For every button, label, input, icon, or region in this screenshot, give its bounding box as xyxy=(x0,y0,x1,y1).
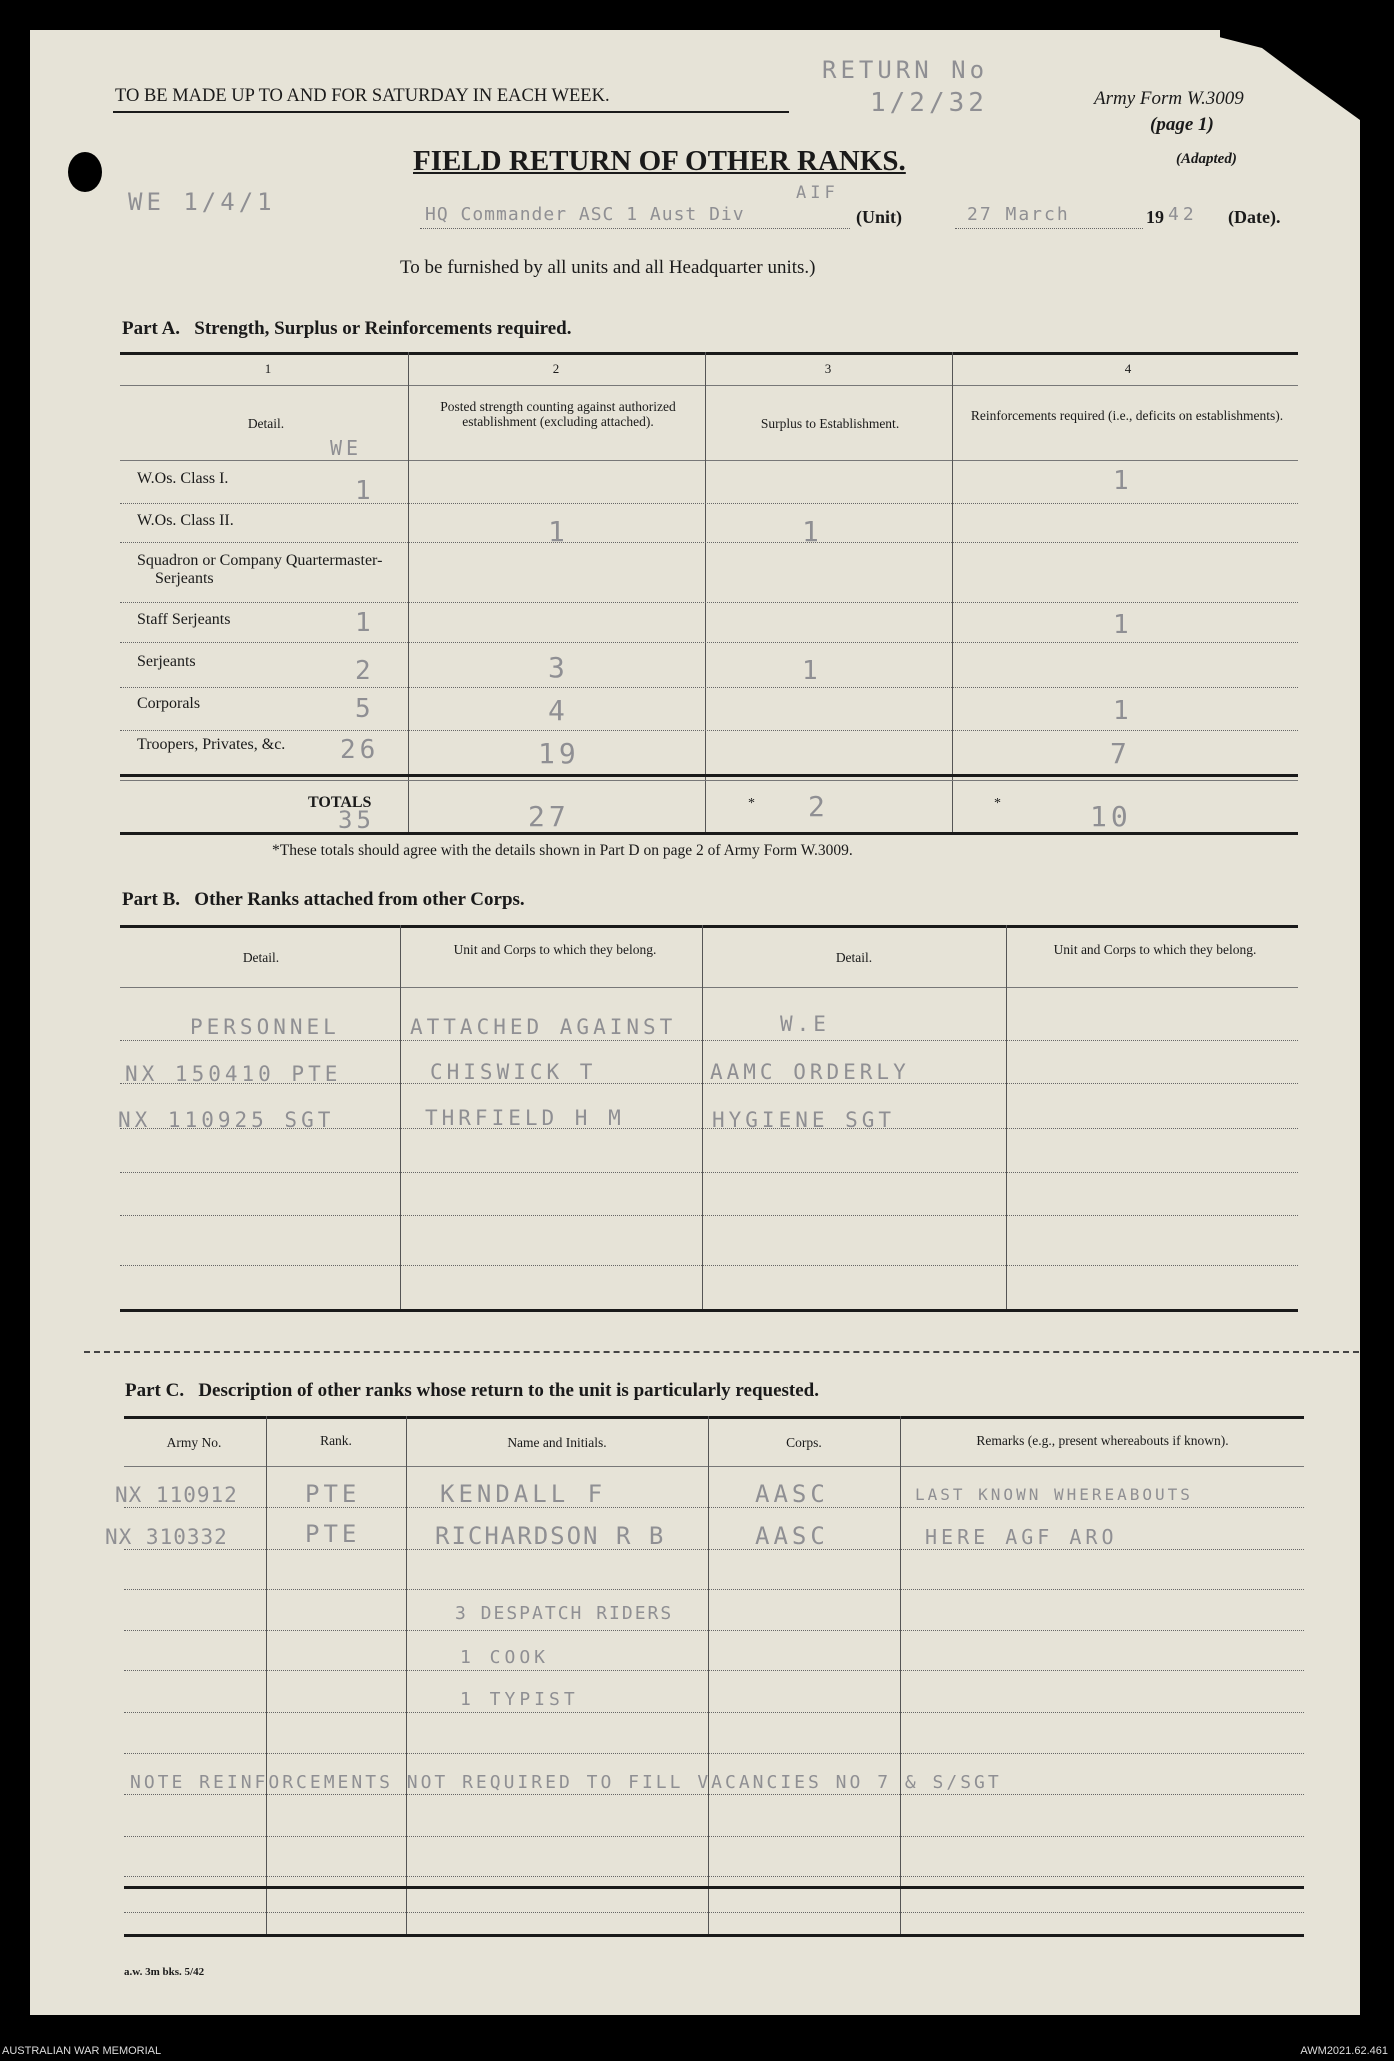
part-c-header-rule xyxy=(124,1466,1304,1467)
part-c-col-divider-3 xyxy=(708,1416,709,1934)
part-a-totals-rule-2 xyxy=(120,780,1298,781)
part-c-header-corps: Corps. xyxy=(786,1435,822,1450)
part-c-note: 1 COOK xyxy=(460,1647,550,1668)
part-a-top-rule xyxy=(120,352,1298,355)
reinf-value: 1 xyxy=(1113,610,1133,640)
posted-value: 4 xyxy=(548,694,569,727)
part-a-col-divider-3 xyxy=(952,352,953,832)
part-b-header-unit-1: Unit and Corps to which they belong. xyxy=(453,942,657,957)
totals-label: TOTALS xyxy=(308,794,372,811)
posted-value: 19 xyxy=(538,737,580,770)
part-a-row-rule xyxy=(120,687,1298,688)
part-c-header-army-no: Army No. xyxy=(166,1435,222,1450)
row-label: Squadron or Company Quartermaster-Serjeants xyxy=(137,552,383,587)
part-b-row-detail: NX 150410 PTE xyxy=(125,1062,342,1086)
we-value: 1 xyxy=(355,608,375,638)
part-b-row-unit: THRFIELD H M xyxy=(425,1106,625,1130)
form-name: Army Form W.3009 xyxy=(1094,88,1244,109)
part-b-header-rule xyxy=(120,987,1298,988)
part-c-note-line: NOTE REINFORCEMENTS NOT REQUIRED TO FILL VACANCIES NO 7 & S/SGT xyxy=(130,1772,1002,1793)
part-b-row-detail: PERSONNEL xyxy=(190,1015,340,1039)
part-a-col-divider-2 xyxy=(705,352,706,832)
part-b-title: Part B. Other Ranks attached from other Corps. xyxy=(122,889,525,910)
part-c-name: KENDALL F xyxy=(440,1480,607,1508)
part-c-corps: AASC xyxy=(755,1480,829,1508)
part-b-row-rule xyxy=(120,1040,1298,1041)
part-a-row-rule xyxy=(120,503,1298,504)
part-c-row-rule xyxy=(124,1549,1304,1550)
part-a-footnote: *These totals should agree with the details shown in Part D on page 2 of Army Form W.3009. xyxy=(272,842,853,859)
reinf-value: 7 xyxy=(1110,737,1131,770)
handwritten-year: 42 xyxy=(1168,204,1198,225)
posted-value: 1 xyxy=(548,515,569,548)
part-a-totals-rule xyxy=(120,774,1298,777)
part-a-header-reinforcements: Reinforcements required (i.e., deficits on establishments). xyxy=(970,408,1284,423)
year-prefix: 19 xyxy=(1146,207,1164,227)
part-a-row-rule xyxy=(120,542,1298,543)
part-c-header-remarks: Remarks (e.g., present whereabouts if known). xyxy=(976,1433,1229,1448)
reinf-total: 10 xyxy=(1090,800,1132,833)
part-c-col-divider-4 xyxy=(900,1416,901,1934)
part-b-header-unit-2: Unit and Corps to which they belong. xyxy=(1053,942,1257,957)
row-label: Staff Serjeants xyxy=(137,611,231,628)
handwritten-we-ref: WE 1/4/1 xyxy=(128,188,276,216)
cut-line xyxy=(84,1351,1359,1353)
part-b-header-detail-2: Detail. xyxy=(835,950,873,965)
we-value: 2 xyxy=(355,656,375,686)
part-c-inner-rule xyxy=(124,1886,1304,1889)
reinf-value: 1 xyxy=(1113,466,1133,496)
part-c-bottom-rule xyxy=(124,1934,1304,1937)
unit-label: (Unit) xyxy=(856,207,902,227)
footer-accession-number: AWM2021.62.461 xyxy=(1300,2045,1388,2057)
part-c-col-divider-2 xyxy=(406,1416,407,1934)
col-number-1: 1 xyxy=(264,361,272,376)
part-b-col-divider-2 xyxy=(702,925,703,1310)
part-b-bottom-rule xyxy=(120,1309,1298,1312)
part-c-col-divider-1 xyxy=(266,1416,267,1934)
surplus-total: 2 xyxy=(808,790,829,823)
part-a-row-rule xyxy=(120,730,1298,731)
col-number-3: 3 xyxy=(824,361,832,376)
part-c-row-rule xyxy=(124,1836,1304,1837)
part-b-row-rule xyxy=(120,1215,1298,1216)
handwritten-unit: HQ Commander ASC 1 Aust Div xyxy=(425,204,745,225)
form-adapted: (Adapted) xyxy=(1176,151,1237,167)
part-b-row-detail-2: AAMC ORDERLY xyxy=(710,1060,910,1084)
part-a-row-rule xyxy=(120,602,1298,603)
handwritten-return-no: RETURN No xyxy=(822,56,989,84)
instruction-line: TO BE MADE UP TO AND FOR SATURDAY IN EACH WEEK. xyxy=(115,86,610,106)
part-c-remarks: LAST KNOWN WHEREABOUTS xyxy=(915,1485,1193,1504)
part-b-row-detail-2: W.E xyxy=(780,1012,830,1036)
part-c-row-rule xyxy=(124,1712,1304,1713)
row-label: W.Os. Class I. xyxy=(137,470,229,487)
we-value: 26 xyxy=(340,735,380,765)
row-label: Serjeants xyxy=(137,653,196,670)
we-value: 1 xyxy=(355,476,375,506)
part-a-header-rule xyxy=(120,460,1298,461)
surplus-value: 1 xyxy=(802,656,822,686)
date-label: (Date). xyxy=(1228,207,1281,227)
part-c-top-rule xyxy=(124,1416,1304,1419)
part-b-row-rule xyxy=(120,1172,1298,1173)
part-c-note: 1 TYPIST xyxy=(460,1689,579,1710)
part-b-row-detail: NX 110925 SGT xyxy=(118,1108,335,1132)
posted-value: 3 xyxy=(548,651,569,684)
part-a-header-surplus: Surplus to Establishment. xyxy=(760,416,900,431)
surplus-total-star: * xyxy=(748,796,755,811)
posted-total: 27 xyxy=(528,800,570,833)
part-c-row-rule xyxy=(124,1912,1304,1913)
part-c-row-rule xyxy=(124,1630,1304,1631)
part-b-col-divider-1 xyxy=(400,925,401,1310)
handwritten-we-label: WE xyxy=(330,436,363,460)
reinf-value: 1 xyxy=(1113,696,1133,726)
form-title: FIELD RETURN OF OTHER RANKS. xyxy=(413,145,906,177)
part-c-army-no: NX 110912 xyxy=(115,1483,238,1507)
part-b-col-divider-3 xyxy=(1006,925,1007,1310)
part-a-header-detail: Detail. xyxy=(247,416,285,431)
part-c-corps: AASC xyxy=(755,1522,829,1550)
print-reference: a.w. 3m bks. 5/42 xyxy=(124,1966,205,1978)
part-c-row-rule xyxy=(124,1876,1304,1877)
part-c-row-rule xyxy=(124,1794,1304,1795)
part-c-title: Part C. Description of other ranks whose return to the unit is particularly requested. xyxy=(125,1380,819,1401)
part-b-row-unit: CHISWICK T xyxy=(430,1060,597,1084)
surplus-value: 1 xyxy=(802,515,823,548)
handwritten-aif: AIF xyxy=(796,183,839,203)
col-number-4: 4 xyxy=(1124,361,1132,376)
part-c-row-rule xyxy=(124,1670,1304,1671)
part-a-header-posted: Posted strength counting against authorized establishment (excluding attached). xyxy=(440,399,676,429)
part-c-header-rank: Rank. xyxy=(320,1433,352,1448)
part-c-name: RICHARDSON R B xyxy=(435,1522,666,1550)
unit-dotted-line xyxy=(420,228,850,229)
handwritten-date: 27 March xyxy=(967,204,1070,225)
part-b-header-detail-1: Detail. xyxy=(242,950,280,965)
part-c-remarks: HERE AGF ARO xyxy=(925,1525,1118,1549)
we-total: 35 xyxy=(338,806,375,834)
part-c-header-name: Name and Initials. xyxy=(507,1435,607,1450)
part-a-title: Part A. Strength, Surplus or Reinforcements required. xyxy=(122,318,572,339)
part-a-numbers-rule xyxy=(120,385,1298,386)
part-c-army-no: NX 310332 xyxy=(105,1525,228,1549)
handwritten-return-value: 1/2/32 xyxy=(870,88,988,118)
part-c-row-rule xyxy=(124,1753,1304,1754)
date-dotted-line xyxy=(955,228,1143,229)
subtitle: To be furnished by all units and all Headquarter units.) xyxy=(400,257,816,278)
part-c-note: 3 DESPATCH RIDERS xyxy=(455,1603,674,1624)
part-b-row-unit: ATTACHED AGAINST xyxy=(410,1015,677,1039)
part-c-rank: PTE xyxy=(305,1480,361,1508)
part-b-row-rule xyxy=(120,1265,1298,1266)
instruction-underline xyxy=(113,111,789,113)
part-b-row-detail-2: HYGIENE SGT xyxy=(712,1108,896,1132)
footer-archive-name: AUSTRALIAN WAR MEMORIAL xyxy=(2,2045,162,2057)
col-number-2: 2 xyxy=(552,361,560,376)
row-label: Corporals xyxy=(137,695,201,712)
part-c-row-rule xyxy=(124,1589,1304,1590)
row-label: Troopers, Privates, &c. xyxy=(137,736,286,753)
part-a-col-divider-1 xyxy=(408,352,409,832)
we-value: 5 xyxy=(355,694,375,724)
part-a-row-rule xyxy=(120,642,1298,643)
row-label: W.Os. Class II. xyxy=(137,512,234,529)
part-c-row-rule xyxy=(124,1507,1304,1508)
reinf-total-star: * xyxy=(994,796,1001,811)
part-b-top-rule xyxy=(120,925,1298,928)
part-c-rank: PTE xyxy=(305,1520,361,1548)
form-page-number: (page 1) xyxy=(1150,114,1214,135)
punch-hole xyxy=(68,152,102,192)
